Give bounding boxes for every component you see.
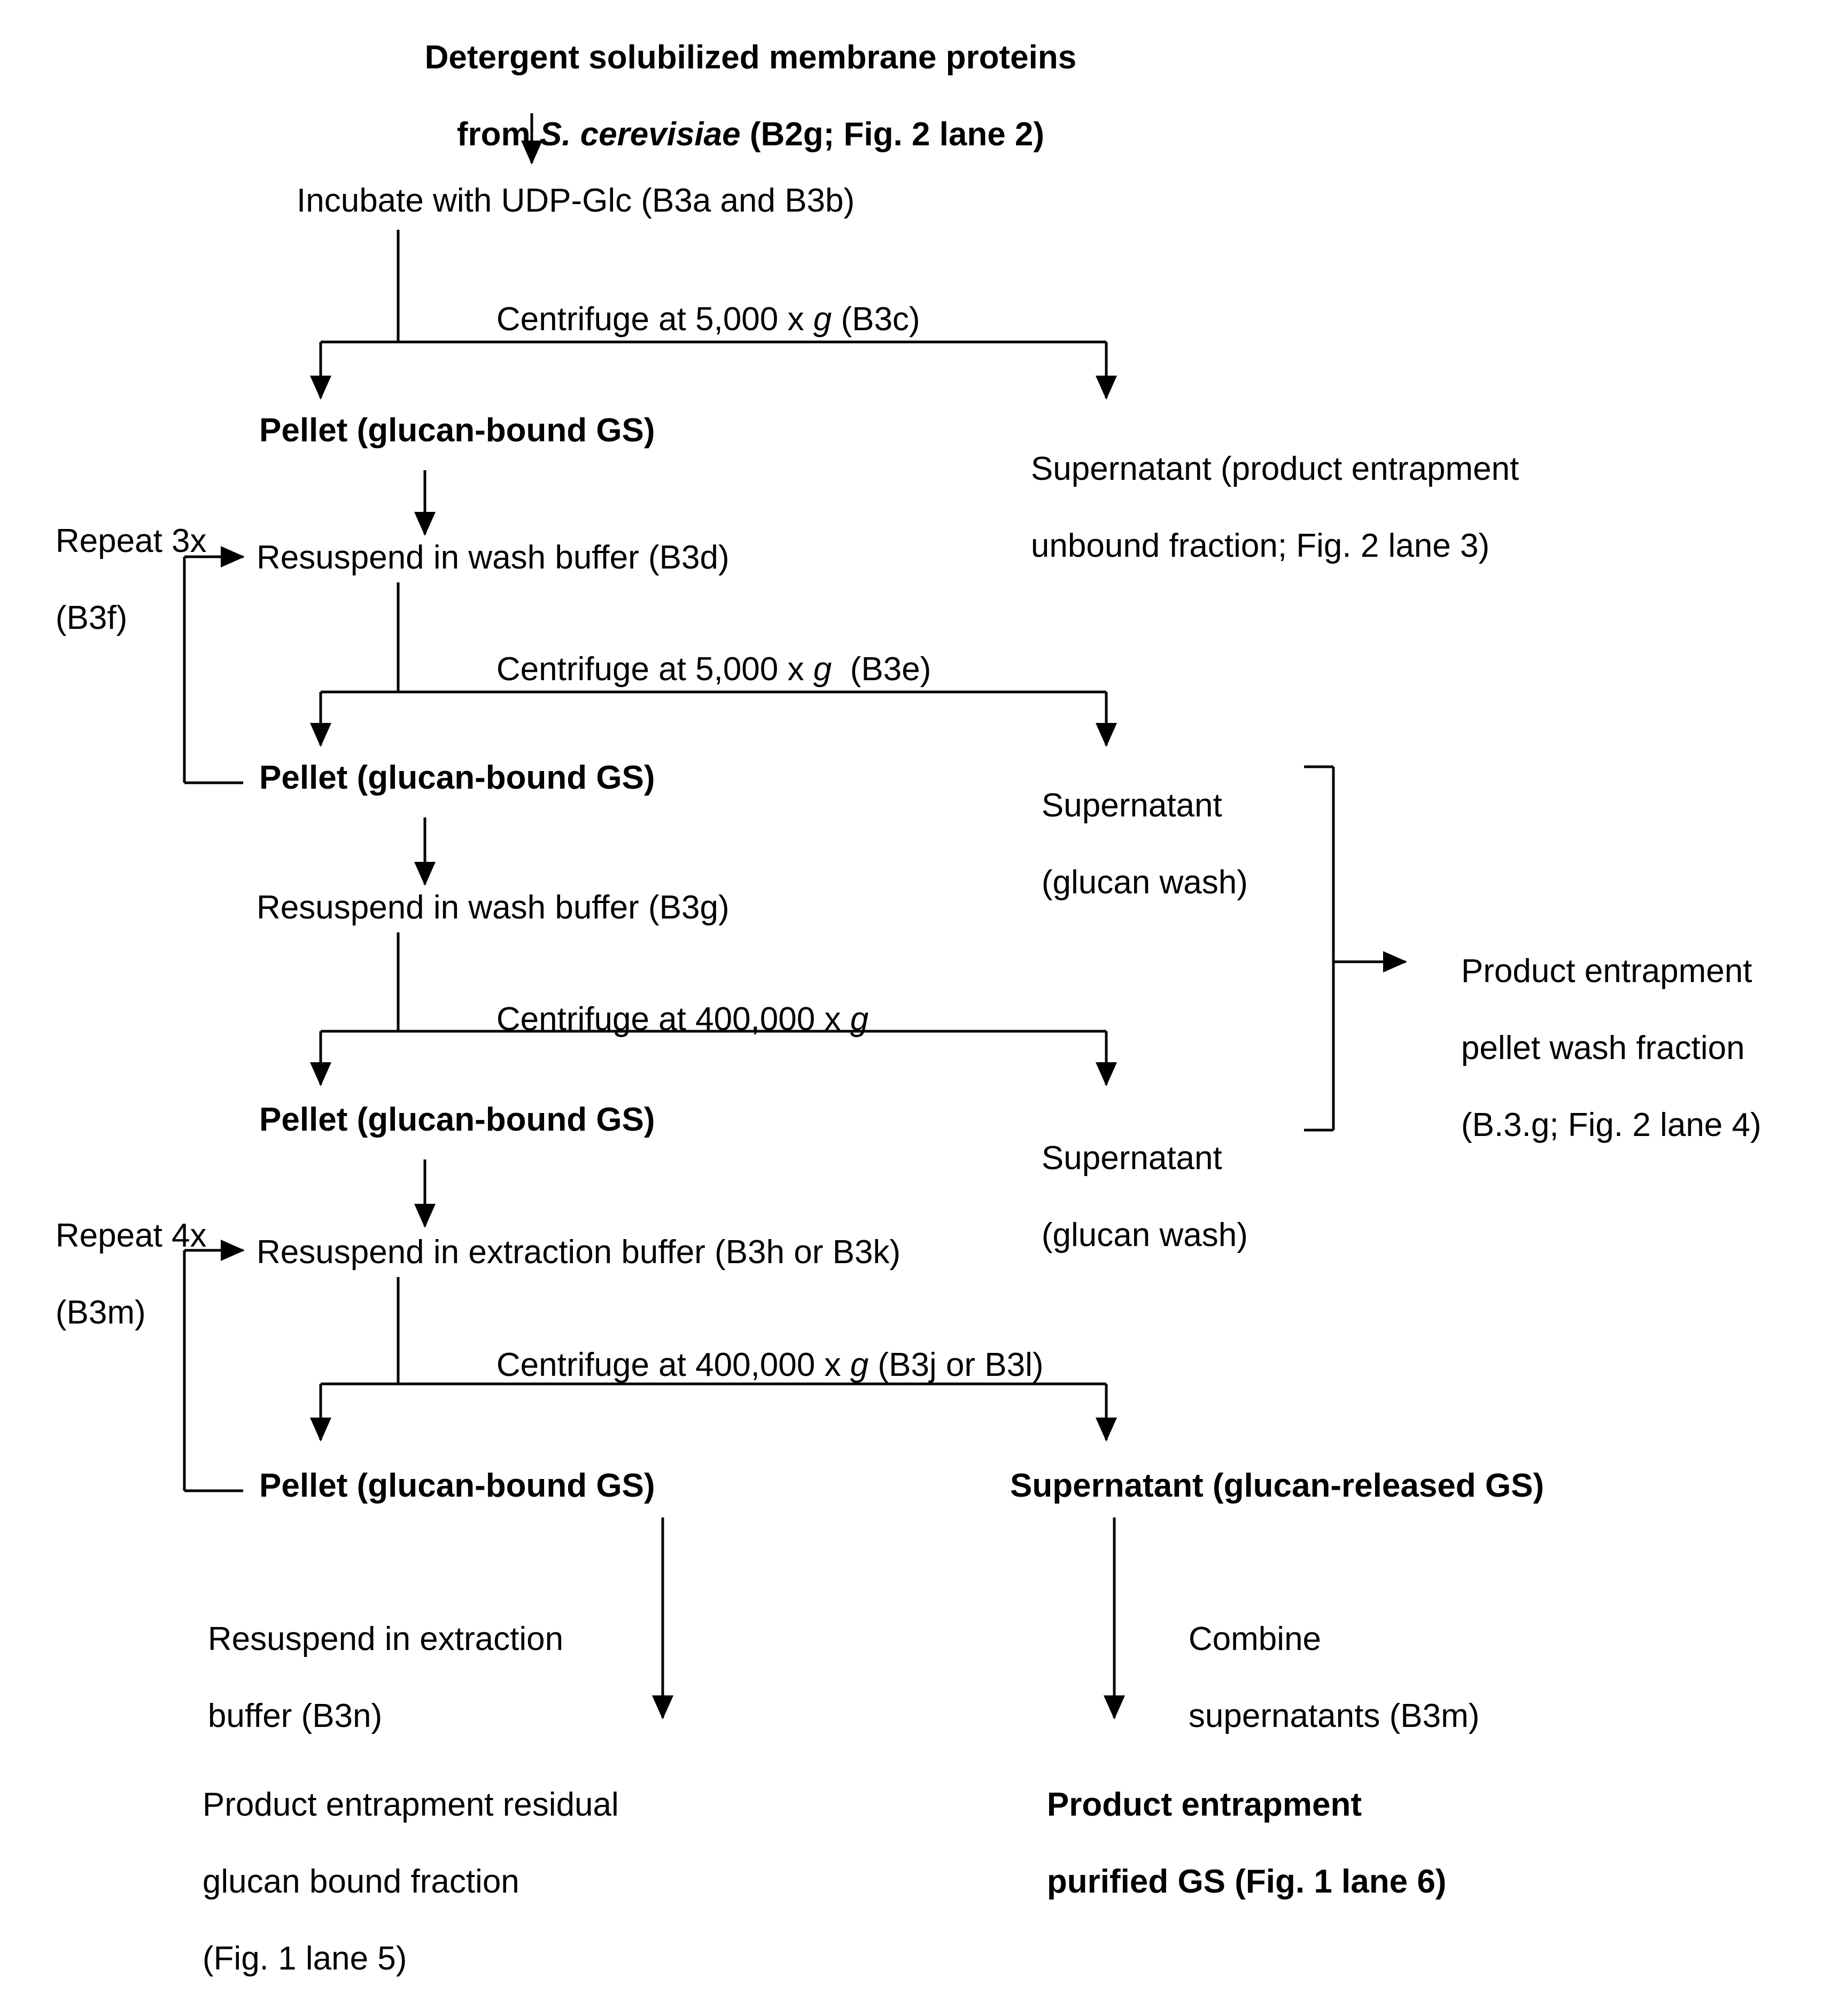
label-centrifuge-400000-g: g [850, 1000, 869, 1038]
label-repeat-3x-line2: (B3f) [55, 599, 128, 636]
node-pellet-3: Pellet (glucan-bound GS) [259, 1101, 655, 1138]
node-resuspend-wash-b3d: Resuspend in wash buffer (B3d) [257, 539, 730, 576]
label-repeat-3x-line1: Repeat 3x [55, 522, 207, 559]
node-pellet-4: Pellet (glucan-bound GS) [259, 1467, 655, 1504]
node-residual-glucan-fraction-line3: (Fig. 1 lane 5) [202, 1940, 407, 1977]
node-supernatant-glucan-wash-1-line1: Supernatant [1041, 787, 1222, 824]
node-supernatant-unbound-line2: unbound fraction; Fig. 2 lane 3) [1030, 527, 1490, 564]
node-start [278, 0, 1186, 192]
node-supernatant-glucan-wash-2-line2: (glucan wash) [1041, 1216, 1248, 1254]
node-supernatant-glucan-wash-2-line1: Supernatant [1041, 1139, 1222, 1177]
node-purified-gs-line1: Product entrapment [1046, 1786, 1362, 1823]
node-supernatant-glucan-wash-1 [1005, 748, 1248, 940]
label-centrifuge-400000-b3j-post: (B3j or B3l) [868, 1346, 1044, 1383]
node-supernatant-glucan-wash-2 [1005, 1101, 1248, 1293]
label-resuspend-b3n-line1: Resuspend in extraction [207, 1620, 564, 1657]
node-pellet-wash-fraction-line3: (B.3.g; Fig. 2 lane 4) [1461, 1106, 1761, 1143]
node-pellet-wash-fraction [1424, 914, 1761, 1182]
node-pellet-1: Pellet (glucan-bound GS) [259, 412, 655, 449]
label-centrifuge-b3c [460, 262, 920, 377]
node-purified-gs-line2: purified GS (Fig. 1 lane 6) [1046, 1863, 1447, 1900]
label-combine-supernatants-line2: supernatants (B3m) [1188, 1697, 1480, 1734]
label-repeat-4x-line1: Repeat 4x [55, 1217, 207, 1254]
node-resuspend-extraction-buffer: Resuspend in extraction buffer (B3h or B3k) [257, 1234, 901, 1271]
node-residual-glucan-fraction [166, 1747, 619, 2016]
label-centrifuge-400000 [460, 962, 868, 1077]
label-centrifuge-b3e-pre: Centrifuge at 5,000 x [496, 650, 813, 688]
label-centrifuge-b3e [460, 612, 931, 727]
label-centrifuge-b3e-post: (B3e) [832, 650, 932, 688]
label-resuspend-b3n-line2: buffer (B3n) [207, 1697, 383, 1734]
label-resuspend-b3n [171, 1582, 563, 1774]
label-centrifuge-400000-b3j-g: g [850, 1346, 869, 1383]
node-start-line2-prefix: from [456, 115, 540, 153]
label-centrifuge-400000-b3j [460, 1307, 1044, 1423]
node-supernatant-released: Supernatant (glucan-released GS) [1010, 1467, 1545, 1504]
node-supernatant-unbound-line1: Supernatant (product entrapment [1030, 450, 1519, 487]
label-centrifuge-400000-b3j-pre: Centrifuge at 400,000 x [496, 1346, 850, 1383]
node-pellet-2: Pellet (glucan-bound GS) [259, 759, 655, 796]
label-centrifuge-400000-pre: Centrifuge at 400,000 x [496, 1000, 850, 1038]
label-centrifuge-b3c-g: g [813, 300, 832, 338]
node-start-line2-suffix: (B2g; Fig. 2 lane 2) [740, 115, 1045, 153]
label-combine-supernatants [1152, 1582, 1479, 1774]
label-repeat-4x [19, 1178, 207, 1371]
node-residual-glucan-fraction-line1: Product entrapment residual [202, 1786, 619, 1823]
node-purified-gs [1010, 1747, 1446, 1940]
label-centrifuge-b3c-post: (B3c) [832, 300, 920, 338]
label-centrifuge-b3c-pre: Centrifuge at 5,000 x [496, 300, 813, 338]
node-pellet-wash-fraction-line2: pellet wash fraction [1461, 1029, 1745, 1067]
node-start-line1: Detergent solubilized membrane proteins [424, 38, 1077, 76]
node-start-species: S. cerevisiae [539, 115, 741, 153]
label-repeat-3x [19, 484, 207, 676]
label-centrifuge-b3e-g: g [813, 650, 832, 688]
label-combine-supernatants-line1: Combine [1188, 1620, 1322, 1657]
node-residual-glucan-fraction-line2: glucan bound fraction [202, 1863, 519, 1900]
node-supernatant-unbound [994, 411, 1519, 604]
node-resuspend-wash-b3g: Resuspend in wash buffer (B3g) [257, 889, 730, 926]
label-repeat-4x-line2: (B3m) [55, 1294, 146, 1331]
node-supernatant-glucan-wash-1-line2: (glucan wash) [1041, 863, 1248, 901]
node-pellet-wash-fraction-line1: Product entrapment [1461, 952, 1752, 990]
node-incubate: Incubate with UDP-Glc (B3a and B3b) [297, 182, 855, 219]
